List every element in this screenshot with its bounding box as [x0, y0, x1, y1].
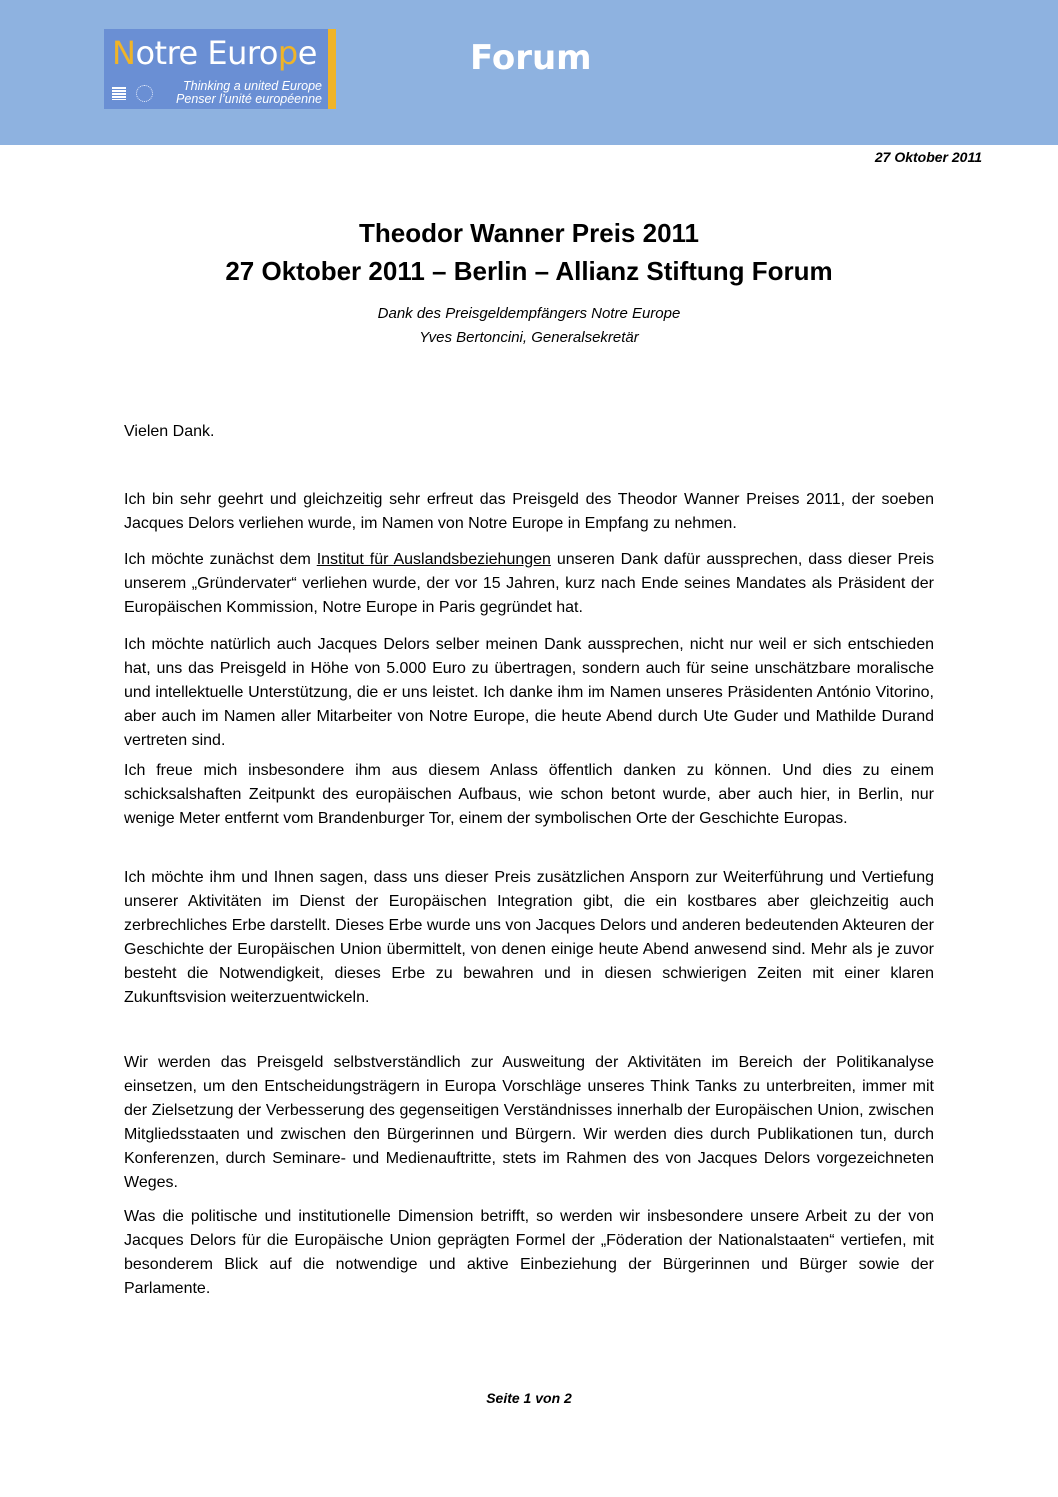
document-subtitle: Dank des Preisgeldempfängers Notre Europe	[377, 305, 681, 322]
paragraph-1	[124, 488, 934, 536]
paragraph-text	[124, 548, 934, 620]
paragraph-text: Ich möchte natürlich auch Jacques Delors selber meinen Dank aussprechen, nicht nur weil er sich entschieden hat, uns das Preisgeld in Höhe von 5.000 Euro zu übertragen, sondern auch für seine unschätzbare moralische und intellektuelle Unterstützung, die er uns leistet. Ich danke ihm im Namen unseres Präsidenten António Vitorino, aber auch im Namen aller Mitarbeiter von Notre Europe, die heute Abend durch Ute Guder und Mathilde Durand vertreten sind.	[124, 636, 934, 749]
document-author: Yves Bertoncini, Generalsekretär	[419, 329, 639, 346]
paragraph-text-before: Ich möchte zunächst dem	[124, 551, 317, 568]
page-number: Seite 1 von 2	[486, 1390, 572, 1406]
document-date: 27 Oktober 2011	[874, 149, 982, 165]
document-title-event: 27 Oktober 2011 – Berlin – Allianz Stiftung Forum	[225, 256, 833, 286]
logo-name-accent: p	[277, 34, 298, 72]
header-band	[0, 0, 1058, 145]
logo-tagline-fr: Penser l’unité européenne	[176, 92, 322, 106]
greeting-text: Vielen Dank.	[124, 423, 215, 440]
paragraph-text-after: unseren Dank dafür aussprechen, dass dieser Preis unserem „Gründervater“ verliehen wurde, der vor 15 Jahren, kurz nach Ende seines Mandates als Präsident der Europäischen Kommission, Notre Europe in Paris gegründet hat.	[124, 551, 934, 616]
flag-stripes-icon	[112, 87, 126, 100]
logo-name-first-letter: N	[112, 34, 136, 72]
paragraph-text: Was die politische und institutionelle Dimension betrifft, so werden wir insbesondere unsere Arbeit zu der von Jacques Delors für die Europäische Union geprägten Formel der „Föderation der Nationalstaaten“ vertiefen, mit besonderem Blick auf die notwendige und aktive Einbeziehung der Bürgerinnen und Bürger sowie der Parlamente.	[124, 1208, 934, 1297]
paragraph-3	[124, 633, 934, 753]
paragraph-text: Ich möchte ihm und Ihnen sagen, dass uns dieser Preis zusätzlichen Ansporn zur Weiterführung und Vertiefung unserer Aktivitäten im Dienst der Europäischen Integration gibt, die ein kostbares aber gleichzeitig auch zerbrechliches Erbe darstellt. Dieses Erbe wurde uns von Jacques Delors und anderen bedeutenden Akteuren der Geschichte der Europäischen Union übermittelt, von denen einige heute Abend anwesend sind. Mehr als je zuvor besteht die Notwendigkeit, dieses Erbe zu bewahren und in diesen schwierigen Zeiten mit einer klaren Zukunftsvision weiterzuentwickeln.	[124, 869, 934, 1006]
logo-accent-bar	[328, 29, 336, 109]
paragraph-text: Ich bin sehr geehrt und gleichzeitig sehr erfreut das Preisgeld des Theodor Wanner Preises 2011, der soeben Jacques Delors verliehen wurde, im Namen von Notre Europe in Empfang zu nehmen.	[124, 491, 934, 532]
paragraph-text: Wir werden das Preisgeld selbstverständlich zur Ausweitung der Aktivitäten im Bereich der Politikanalyse einsetzen, um den Entscheidungsträgern in Europa Vorschläge unseres Think Tanks zu unterbreiten, immer mit der Zielsetzung der Verbesserung des gegenseitigen Verständnisses innerhalb der Europäischen Union, zwischen Mitgliedsstaaten und zwischen den Bürgerinnen und Bürgern. Wir werden dies durch Publikationen tun, durch Konferenzen, durch Seminare- und Medienauftritte, stets im Rahmen des von Jacques Delors vorgezeichneten Weges.	[124, 1054, 934, 1191]
paragraph-6	[124, 1051, 934, 1195]
greeting	[124, 420, 934, 444]
logo-name	[112, 35, 317, 71]
paragraph-text: Ich freue mich insbesondere ihm aus diesem Anlass öffentlich danken zu können. Und dies zu einem schicksalshaften Zeitpunkt des europäischen Aufbaus, wie schon betont wurde, aber auch hier, in Berlin, nur wenige Meter entfernt vom Brandenburger Tor, einem der symbolischen Orte der Geschichte Europas.	[124, 762, 934, 827]
paragraph-4	[124, 759, 934, 831]
logo-tagline-en: Thinking a united Europe	[183, 79, 322, 93]
eu-stars-icon	[136, 85, 153, 102]
paragraph-2	[124, 548, 934, 620]
paragraph-5	[124, 866, 934, 1010]
document-title: Theodor Wanner Preis 2011	[358, 218, 700, 248]
paragraph-7	[124, 1205, 934, 1301]
logo-name-end: e	[297, 34, 317, 72]
logo-name-middle: otre Euro	[135, 34, 278, 72]
section-title: Forum	[470, 38, 592, 78]
institut-link[interactable]: Institut für Auslandsbeziehungen	[316, 551, 551, 568]
notre-europe-logo	[104, 29, 336, 109]
